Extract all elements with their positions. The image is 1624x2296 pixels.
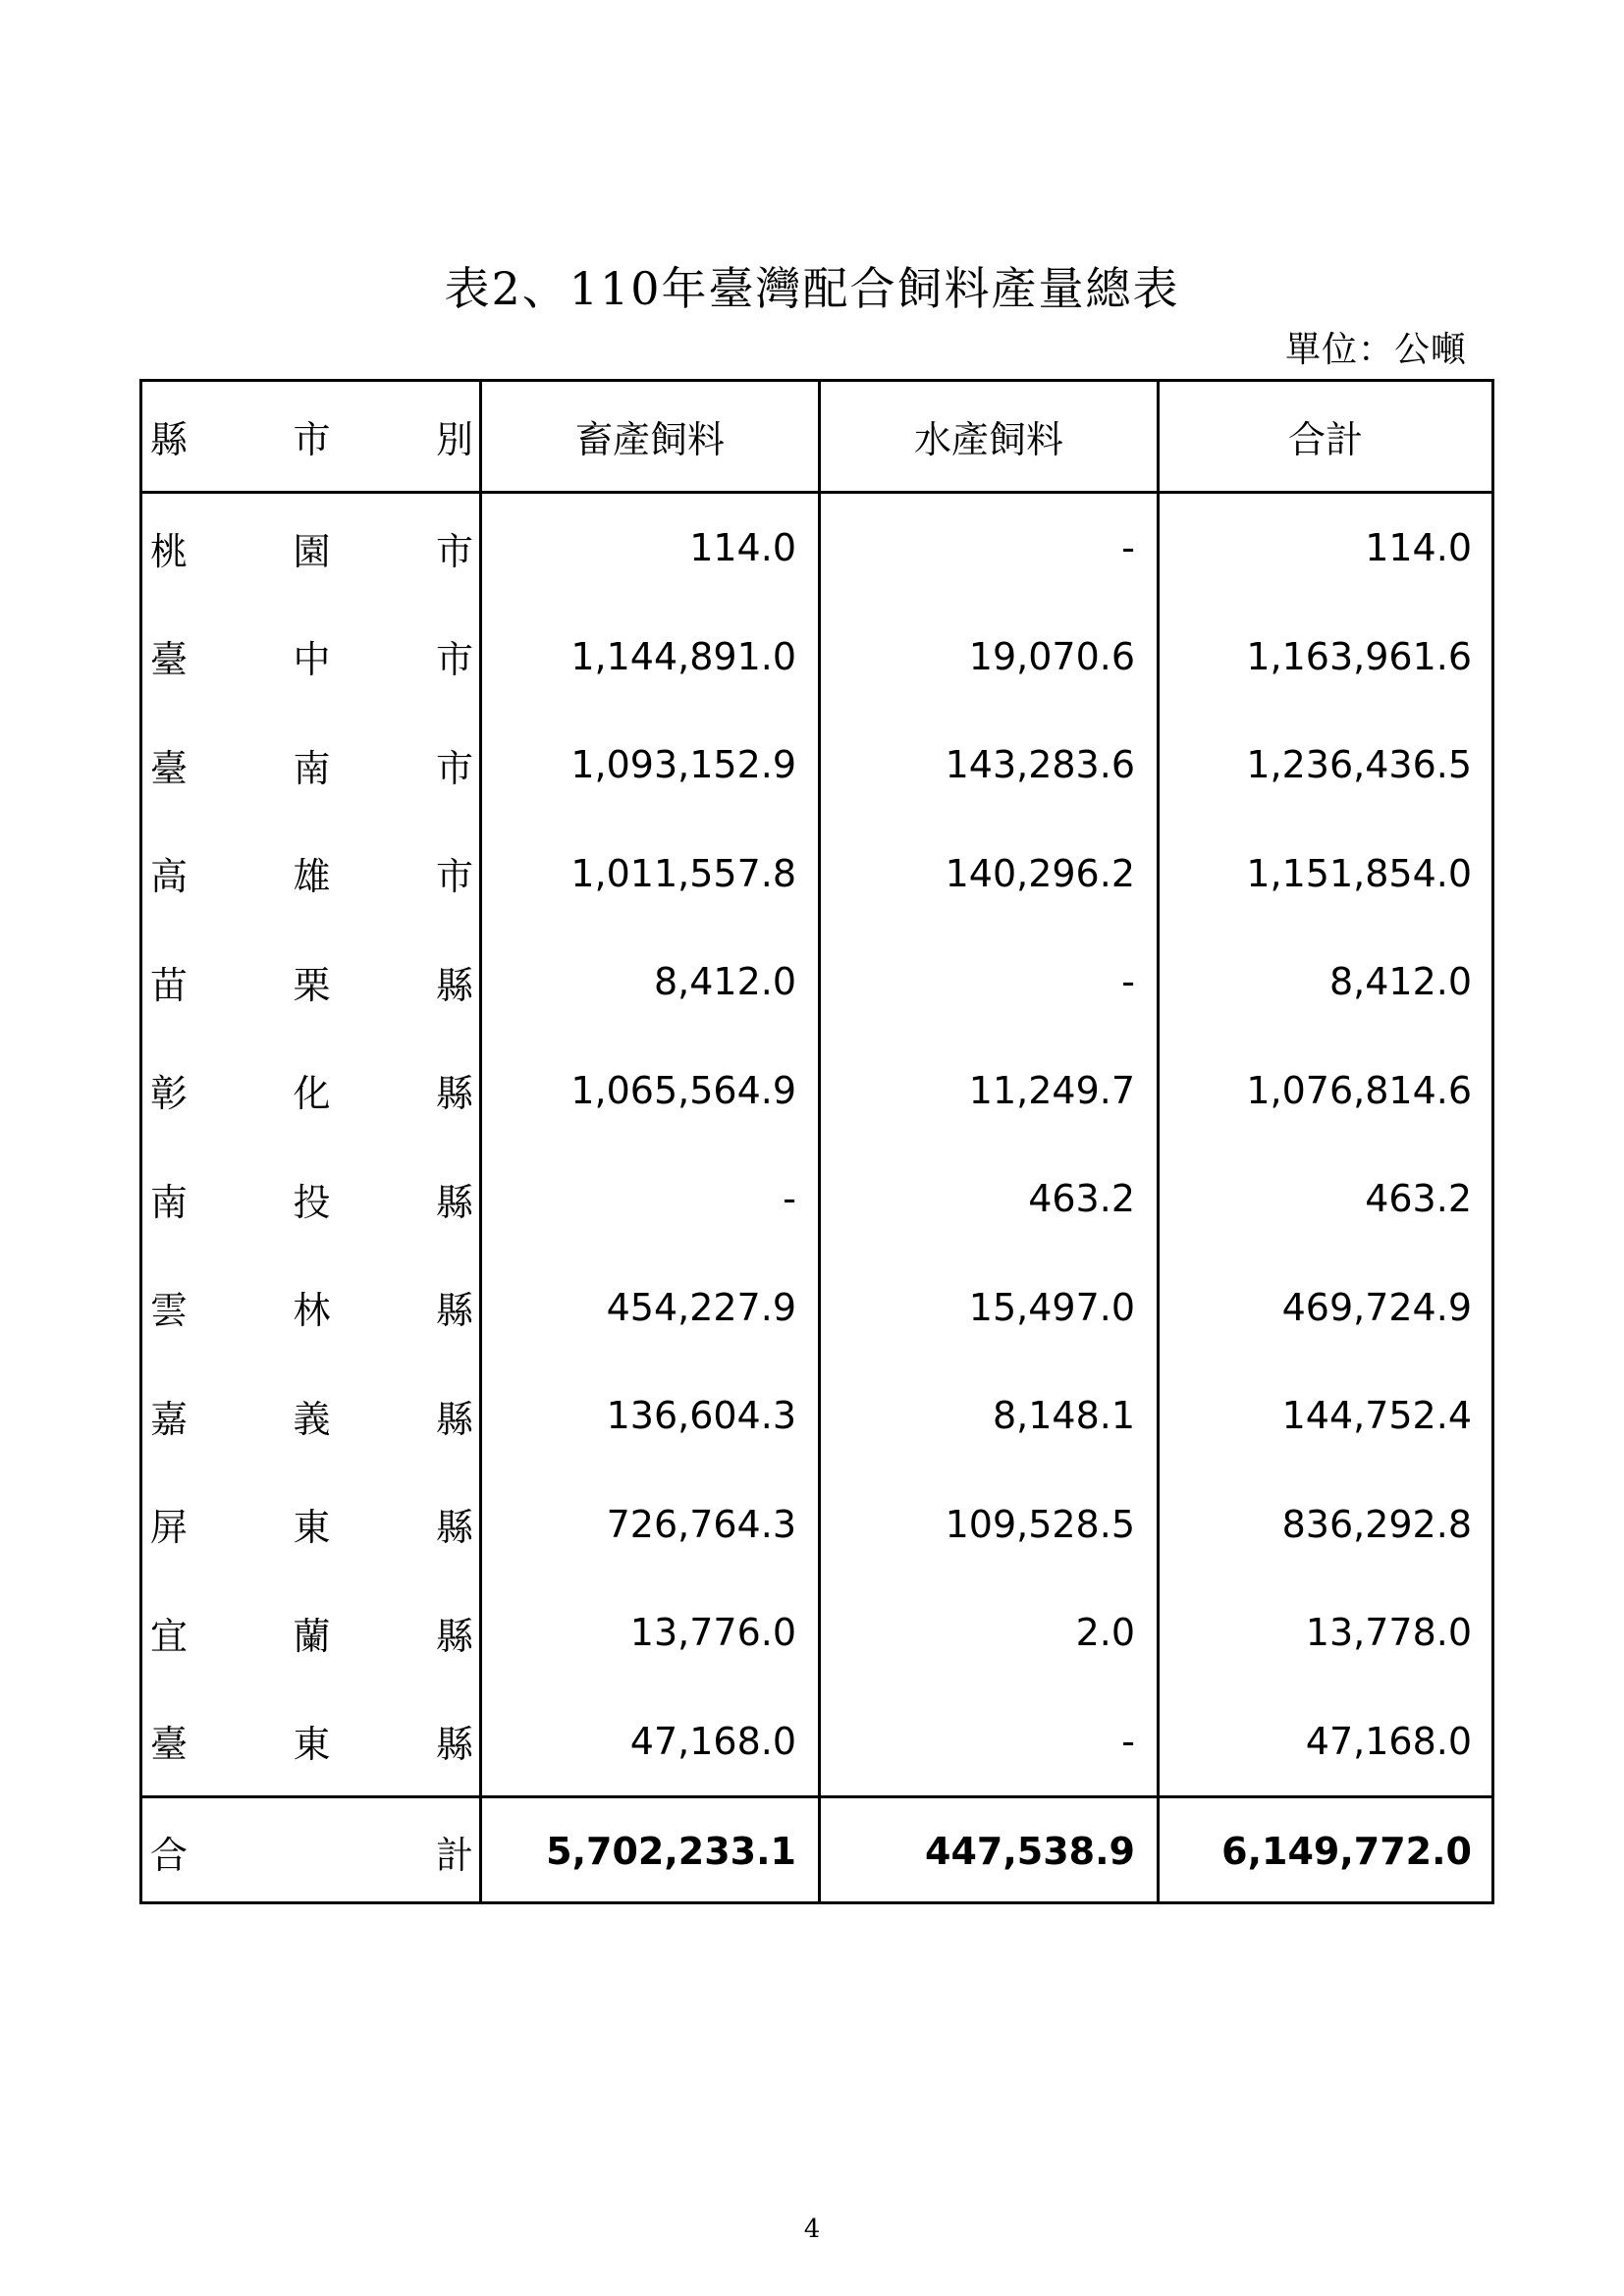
page-number: 4 xyxy=(803,2215,821,2244)
region-name-char: 縣 xyxy=(435,1723,473,1767)
table-row xyxy=(142,1037,1491,1146)
livestock-value: 1,011,557.8 xyxy=(482,820,821,929)
header-region-char: 縣 xyxy=(150,418,189,461)
table-row xyxy=(142,928,1491,1037)
region-name-char: 蘭 xyxy=(293,1614,331,1658)
table-row xyxy=(142,820,1491,929)
total-value: 836,292.8 xyxy=(1281,1502,1472,1546)
total-aquatic: 447,538.9 xyxy=(821,1798,1160,1904)
region-name-char: 東 xyxy=(293,1506,331,1550)
aquatic-value: 140,296.2 xyxy=(821,820,1160,929)
total-value: 1,076,814.6 xyxy=(1246,1068,1472,1112)
total-value: 463.2 xyxy=(1365,1177,1472,1221)
header-region xyxy=(142,382,482,491)
region-name-char: 中 xyxy=(293,638,331,682)
region-name-char: 縣 xyxy=(435,1506,473,1550)
livestock-value: 1,144,891.0 xyxy=(482,603,821,712)
region-name-char: 彰 xyxy=(150,1072,189,1116)
region-name-char: 林 xyxy=(293,1289,331,1333)
region-name xyxy=(142,820,482,929)
table-row xyxy=(142,494,1491,603)
region-name-char: 市 xyxy=(435,746,473,790)
region-name-char: 桃 xyxy=(150,529,189,573)
total-sum: 6,149,772.0 xyxy=(1221,1830,1472,1873)
aquatic-value: - xyxy=(821,928,1160,1037)
total-value: 1,163,961.6 xyxy=(1246,634,1472,678)
region-name-char: 屏 xyxy=(150,1506,189,1550)
region-name-char: 化 xyxy=(293,1072,331,1116)
region-name xyxy=(142,494,482,603)
total-value: 1,151,854.0 xyxy=(1246,851,1472,895)
table-row xyxy=(142,1145,1491,1254)
unit-label: 單位：公噸 xyxy=(1284,330,1467,370)
aquatic-value: 8,148.1 xyxy=(821,1362,1160,1470)
region-name-char: 雄 xyxy=(293,855,331,899)
region-name-char: 臺 xyxy=(150,1723,189,1767)
total-value: 114.0 xyxy=(1365,526,1472,570)
aquatic-value: 2.0 xyxy=(821,1578,1160,1687)
total-row xyxy=(142,1795,1491,1904)
aquatic-value: 19,070.6 xyxy=(821,603,1160,712)
total-label-char: 計 xyxy=(435,1833,473,1877)
region-name-char: 東 xyxy=(293,1723,331,1767)
table-row xyxy=(142,1687,1491,1796)
table-row xyxy=(142,711,1491,820)
header-region-char: 市 xyxy=(293,418,331,461)
total-value: 13,778.0 xyxy=(1305,1611,1472,1655)
livestock-value: 114.0 xyxy=(482,494,821,603)
region-name-char: 苗 xyxy=(150,963,189,1007)
table-row xyxy=(142,1362,1491,1470)
region-name-char: 南 xyxy=(150,1180,189,1224)
header-livestock: 畜產飼料 xyxy=(482,382,821,491)
livestock-value: 13,776.0 xyxy=(482,1578,821,1687)
region-name-char: 高 xyxy=(150,855,189,899)
region-name-char: 臺 xyxy=(150,746,189,790)
header-aquatic: 水產飼料 xyxy=(821,382,1160,491)
region-name-char: 南 xyxy=(293,746,331,790)
region-name xyxy=(142,928,482,1037)
livestock-value: 1,065,564.9 xyxy=(482,1037,821,1146)
aquatic-value: 11,249.7 xyxy=(821,1037,1160,1146)
region-name-char: 縣 xyxy=(435,1397,473,1441)
region-name-char: 雲 xyxy=(150,1289,189,1333)
region-name-char: 市 xyxy=(435,529,473,573)
table-row xyxy=(142,1254,1491,1362)
livestock-value: 1,093,152.9 xyxy=(482,711,821,820)
region-name-char: 義 xyxy=(293,1397,331,1441)
total-livestock: 5,702,233.1 xyxy=(482,1798,821,1904)
region-name-char: 宜 xyxy=(150,1614,189,1658)
livestock-value: 136,604.3 xyxy=(482,1362,821,1470)
aquatic-value: - xyxy=(821,1687,1160,1796)
table-header-row xyxy=(142,382,1491,494)
livestock-value: 454,227.9 xyxy=(482,1254,821,1362)
region-name-char: 嘉 xyxy=(150,1397,189,1441)
livestock-value: 726,764.3 xyxy=(482,1470,821,1579)
header-region-char: 別 xyxy=(435,418,473,461)
livestock-value: 8,412.0 xyxy=(482,928,821,1037)
livestock-value: - xyxy=(482,1145,821,1254)
aquatic-value: 109,528.5 xyxy=(821,1470,1160,1579)
total-label-char: 合 xyxy=(150,1833,189,1877)
table-row xyxy=(142,1578,1491,1687)
aquatic-value: - xyxy=(821,494,1160,603)
livestock-value: 47,168.0 xyxy=(482,1687,821,1796)
region-name-char: 縣 xyxy=(435,1289,473,1333)
region-name xyxy=(142,603,482,712)
region-name xyxy=(142,1037,482,1146)
aquatic-value: 143,283.6 xyxy=(821,711,1160,820)
aquatic-value: 15,497.0 xyxy=(821,1254,1160,1362)
total-label xyxy=(142,1798,482,1904)
region-name xyxy=(142,1254,482,1362)
region-name-char: 市 xyxy=(435,638,473,682)
region-name-char: 園 xyxy=(293,529,331,573)
total-value: 144,752.4 xyxy=(1281,1394,1472,1438)
region-name xyxy=(142,1687,482,1796)
region-name-char: 縣 xyxy=(435,1614,473,1658)
table-row xyxy=(142,1470,1491,1579)
region-name-char: 縣 xyxy=(435,963,473,1007)
region-name xyxy=(142,1470,482,1579)
region-name-char: 投 xyxy=(293,1180,331,1224)
total-value: 47,168.0 xyxy=(1305,1719,1472,1763)
region-name xyxy=(142,1145,482,1254)
table-title: 表2、110年臺灣配合飼料產量總表 xyxy=(444,262,1180,315)
region-name xyxy=(142,711,482,820)
header-total: 合計 xyxy=(1287,418,1363,461)
region-name xyxy=(142,1578,482,1687)
total-value: 8,412.0 xyxy=(1328,960,1472,1004)
region-name-char: 臺 xyxy=(150,638,189,682)
total-value: 1,236,436.5 xyxy=(1246,743,1472,787)
aquatic-value: 463.2 xyxy=(821,1145,1160,1254)
region-name-char: 縣 xyxy=(435,1180,473,1224)
region-name-char: 縣 xyxy=(435,1072,473,1116)
region-name xyxy=(142,1362,482,1470)
total-value: 469,724.9 xyxy=(1281,1285,1472,1329)
region-name-char: 栗 xyxy=(293,963,331,1007)
table-row xyxy=(142,603,1491,712)
feed-production-table xyxy=(139,379,1494,1904)
region-name-char: 市 xyxy=(435,855,473,899)
